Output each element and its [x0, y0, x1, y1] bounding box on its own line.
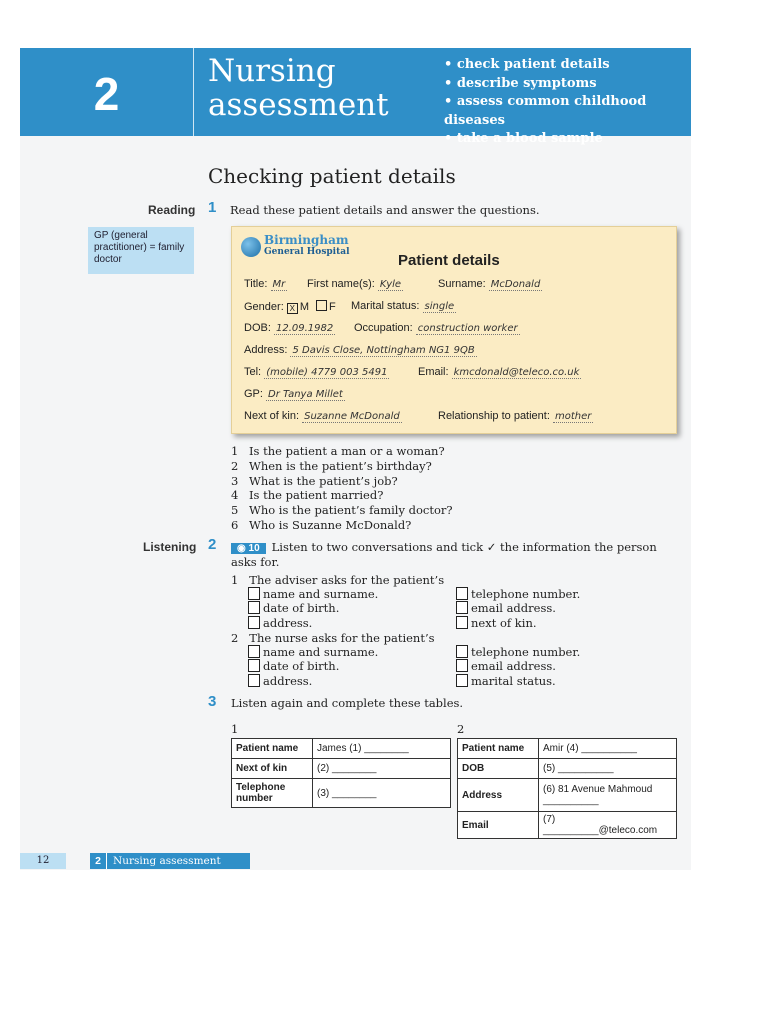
checkbox[interactable] — [456, 659, 468, 672]
checkbox[interactable] — [248, 601, 260, 614]
table-row: Address (6) 81 Avenue Mahmoud __________ — [458, 779, 677, 812]
table-row: Patient name Amir (4) __________ — [458, 739, 677, 759]
list-item: 2 When is the patient’s birthday? — [231, 458, 432, 473]
gp-note: GP (general practitioner) = family doctor — [88, 227, 194, 274]
table-cell-input[interactable]: James (1) ________ — [313, 739, 451, 759]
exercise3-instruction: Listen again and complete these tables. — [231, 696, 464, 710]
footer-unit-title: Nursing assessment — [113, 855, 221, 867]
gender-m-checkbox: X — [287, 303, 298, 314]
checkbox[interactable] — [248, 659, 260, 672]
group1-option[interactable]: telephone number. — [456, 587, 580, 601]
objective-item: • check patient details — [444, 56, 691, 75]
page-number: 12 — [20, 853, 66, 869]
table1-number: 1 — [231, 722, 239, 736]
dob-field: DOB: 12.09.1982 — [244, 322, 334, 334]
group2-title: 2 The nurse asks for the patient’s — [231, 631, 435, 645]
questions-list — [231, 444, 453, 533]
card-title: Patient details — [398, 252, 500, 269]
list-item: 5 Who is the patient’s family doctor? — [231, 503, 453, 518]
footer-unit-number: 2 — [90, 853, 107, 869]
reading-exercise-number: 1 — [208, 199, 217, 216]
checkbox[interactable] — [248, 616, 260, 629]
checkbox[interactable] — [248, 645, 260, 658]
table-cell-input[interactable]: (5) __________ — [539, 759, 677, 779]
checkbox[interactable] — [456, 587, 468, 600]
table2 — [457, 738, 677, 839]
table-row: DOB (5) __________ — [458, 759, 677, 779]
table-row: Email (7) __________@teleco.com — [458, 812, 677, 839]
objectives-list — [444, 56, 691, 149]
unit-header — [20, 48, 691, 146]
patient-details-card — [231, 226, 677, 434]
checkbox[interactable] — [456, 674, 468, 687]
listening-instruction: ◉ 10 Listen to two conversations and tick ✓ the information the person — [231, 540, 657, 554]
surname-field: Surname: McDonald — [438, 278, 541, 290]
group2-option[interactable]: marital status. — [456, 674, 556, 688]
email-field: Email: kmcdonald@teleco.co.uk — [418, 366, 580, 378]
checkbox[interactable] — [456, 616, 468, 629]
listening-instruction-cont: asks for. — [231, 555, 280, 569]
title-field: Title: Mr — [244, 278, 286, 290]
table2-number: 2 — [457, 722, 465, 736]
unit-title — [208, 54, 389, 122]
group1-option[interactable]: address. — [248, 616, 312, 630]
objective-item: • assess common childhood diseases — [444, 93, 691, 130]
address-field: Address: 5 Davis Close, Nottingham NG1 9QB — [244, 344, 475, 356]
group1-option[interactable]: name and surname. — [248, 587, 378, 601]
group1-title: 1 The adviser asks for the patient’s — [231, 573, 445, 587]
list-item: 6 Who is Suzanne McDonald? — [231, 517, 412, 532]
table-row: Telephone number (3) ________ — [232, 779, 451, 808]
group2-option[interactable]: date of birth. — [248, 659, 339, 673]
hospital-name: Birmingham — [264, 233, 349, 247]
audio-track-badge[interactable]: ◉ 10 — [231, 543, 266, 554]
unit-number: 2 — [93, 68, 120, 120]
list-item: 3 What is the patient’s job? — [231, 473, 398, 488]
group1-option[interactable]: date of birth. — [248, 601, 339, 615]
table-cell-input[interactable]: (7) __________@teleco.com — [539, 812, 677, 839]
listening-exercise-number: 2 — [208, 536, 217, 553]
section-title: Checking patient details — [208, 164, 456, 188]
marital-field: Marital status: single — [351, 300, 455, 312]
table-cell-input[interactable]: Amir (4) __________ — [539, 739, 677, 759]
firstname-field: First name(s): Kyle — [307, 278, 402, 290]
kin-field: Next of kin: Suzanne McDonald — [244, 410, 400, 422]
exercise3-number: 3 — [208, 693, 217, 710]
group1-option[interactable]: email address. — [456, 601, 556, 615]
hospital-subname: General Hospital — [264, 247, 350, 257]
hospital-logo-icon — [241, 237, 261, 257]
group2-option[interactable]: telephone number. — [456, 645, 580, 659]
group2-option[interactable]: address. — [248, 674, 312, 688]
reading-label: Reading — [148, 203, 196, 217]
unit-title-line2: assessment — [208, 87, 389, 123]
table-cell-input[interactable]: (3) ________ — [313, 779, 451, 808]
objective-item: • take a blood sample — [444, 130, 691, 149]
gender-f-checkbox — [316, 300, 327, 311]
table-row: Next of kin (2) ________ — [232, 759, 451, 779]
group2-option[interactable]: name and surname. — [248, 645, 378, 659]
checkbox[interactable] — [248, 674, 260, 687]
table-cell-input[interactable]: (6) 81 Avenue Mahmoud __________ — [539, 779, 677, 812]
objective-item: • describe symptoms — [444, 75, 691, 94]
reading-instruction: Read these patient details and answer the questions. — [230, 203, 540, 217]
checkbox[interactable] — [248, 587, 260, 600]
header-divider — [193, 48, 194, 136]
gender-field: Gender: X M F — [244, 301, 336, 313]
relationship-field: Relationship to patient: mother — [438, 410, 592, 422]
table-row: Patient name James (1) ________ — [232, 739, 451, 759]
checkbox[interactable] — [456, 645, 468, 658]
footer-unit-bar — [90, 853, 250, 869]
list-item: 1 Is the patient a man or a woman? — [231, 444, 445, 458]
group2-option[interactable]: email address. — [456, 659, 556, 673]
list-item: 4 Is the patient married? — [231, 488, 384, 503]
table1 — [231, 738, 451, 808]
group1-option[interactable]: next of kin. — [456, 616, 537, 630]
listening-label: Listening — [143, 540, 197, 554]
checkbox[interactable] — [456, 601, 468, 614]
tel-field: Tel: (mobile) 4779 003 5491 — [244, 366, 388, 378]
gp-field: GP: Dr Tanya Millet — [244, 388, 343, 400]
occupation-field: Occupation: construction worker — [354, 322, 518, 334]
table-cell-input[interactable]: (2) ________ — [313, 759, 451, 779]
unit-title-line1: Nursing — [208, 53, 336, 89]
